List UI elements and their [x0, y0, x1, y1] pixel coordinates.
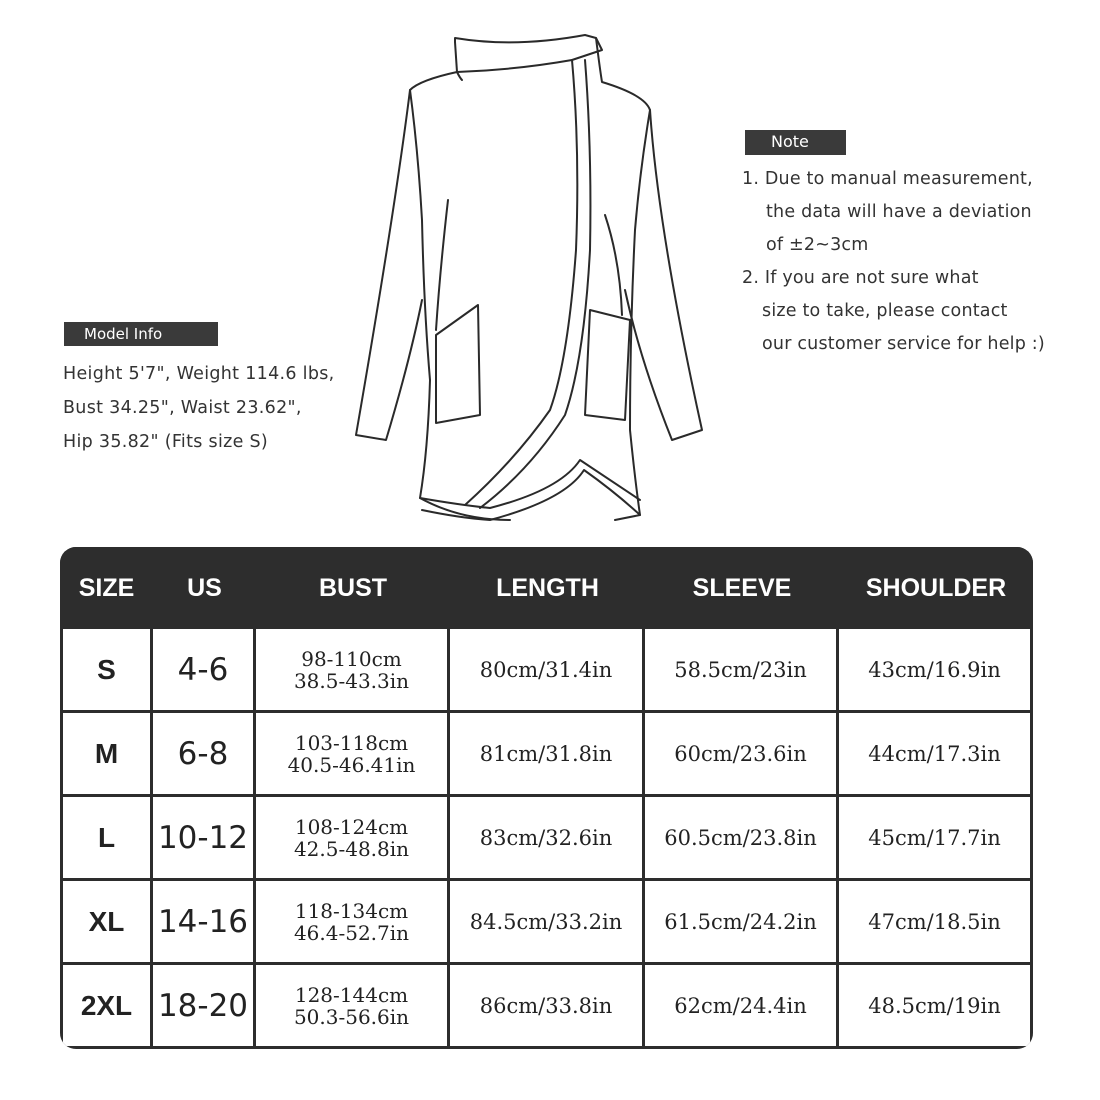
cell-bust: [256, 629, 450, 713]
cell-length: 86cm/33.8in: [450, 965, 645, 1049]
cell-bust: [256, 713, 450, 797]
bust-cm: 128-144cm: [294, 982, 409, 1007]
cell-bust: [256, 881, 450, 965]
note-line: the data will have a deviation: [766, 202, 1032, 222]
cell-sleeve: 60cm/23.6in: [645, 713, 839, 797]
cell-bust: [256, 797, 450, 881]
cell-size: 2XL: [60, 965, 153, 1049]
cell-shoulder: 43cm/16.9in: [839, 629, 1033, 713]
cell-shoulder: 47cm/18.5in: [839, 881, 1033, 965]
model-info-line: Height 5'7", Weight 114.6 lbs,: [63, 364, 335, 384]
cell-us: 4-6: [153, 629, 256, 713]
cell-length: 84.5cm/33.2in: [450, 881, 645, 965]
table-row: [60, 881, 1033, 965]
cell-size: S: [60, 629, 153, 713]
model-info-text: [63, 360, 335, 462]
table-row: [60, 965, 1033, 1049]
table-row: [60, 713, 1033, 797]
header-sleeve: SLEEVE: [645, 547, 839, 629]
table-header-row: [60, 547, 1033, 629]
note-line: 1. Due to manual measurement,: [742, 169, 1033, 189]
size-table: [60, 547, 1033, 1049]
table-row: [60, 629, 1033, 713]
cell-bust: [256, 965, 450, 1049]
note-line: of ±2~3cm: [766, 235, 869, 255]
model-info-tag: Model Info: [64, 322, 218, 346]
model-info-line: Bust 34.25", Waist 23.62",: [63, 398, 302, 418]
cell-shoulder: 45cm/17.7in: [839, 797, 1033, 881]
cell-size: XL: [60, 881, 153, 965]
header-size: SIZE: [60, 547, 153, 629]
note-line: 2. If you are not sure what: [742, 268, 979, 288]
header-us: US: [153, 547, 256, 629]
cell-length: 83cm/32.6in: [450, 797, 645, 881]
note-tag: Note: [745, 130, 846, 155]
cell-size: L: [60, 797, 153, 881]
cell-length: 81cm/31.8in: [450, 713, 645, 797]
bust-in: 40.5-46.41in: [287, 752, 416, 777]
header-shoulder: SHOULDER: [839, 547, 1033, 629]
table-row: [60, 797, 1033, 881]
header-bust: BUST: [256, 547, 450, 629]
bust-in: 42.5-48.8in: [293, 836, 410, 861]
bust-in: 38.5-43.3in: [293, 668, 410, 693]
cell-us: 18-20: [153, 965, 256, 1049]
bust-in: 46.4-52.7in: [293, 920, 410, 945]
cell-sleeve: 62cm/24.4in: [645, 965, 839, 1049]
header-length: LENGTH: [450, 547, 645, 629]
note-line: our customer service for help :): [762, 334, 1045, 354]
size-chart: [60, 547, 1033, 1049]
bust-cm: 108-124cm: [294, 814, 409, 839]
model-info-line: Hip 35.82" (Fits size S): [63, 432, 269, 452]
cell-us: 6-8: [153, 713, 256, 797]
note-line: size to take, please contact: [762, 301, 1008, 321]
cell-us: 10-12: [153, 797, 256, 881]
cell-size: M: [60, 713, 153, 797]
garment-sketch-illustration: [340, 30, 720, 530]
cell-us: 14-16: [153, 881, 256, 965]
cell-shoulder: 48.5cm/19in: [839, 965, 1033, 1049]
bust-cm: 98-110cm: [301, 646, 402, 671]
bust-in: 50.3-56.6in: [293, 1004, 410, 1029]
cell-length: 80cm/31.4in: [450, 629, 645, 713]
cell-sleeve: 58.5cm/23in: [645, 629, 839, 713]
note-text: [742, 166, 1045, 364]
cell-sleeve: 61.5cm/24.2in: [645, 881, 839, 965]
bust-cm: 103-118cm: [294, 730, 409, 755]
cell-sleeve: 60.5cm/23.8in: [645, 797, 839, 881]
bust-cm: 118-134cm: [294, 898, 409, 923]
cell-shoulder: 44cm/17.3in: [839, 713, 1033, 797]
